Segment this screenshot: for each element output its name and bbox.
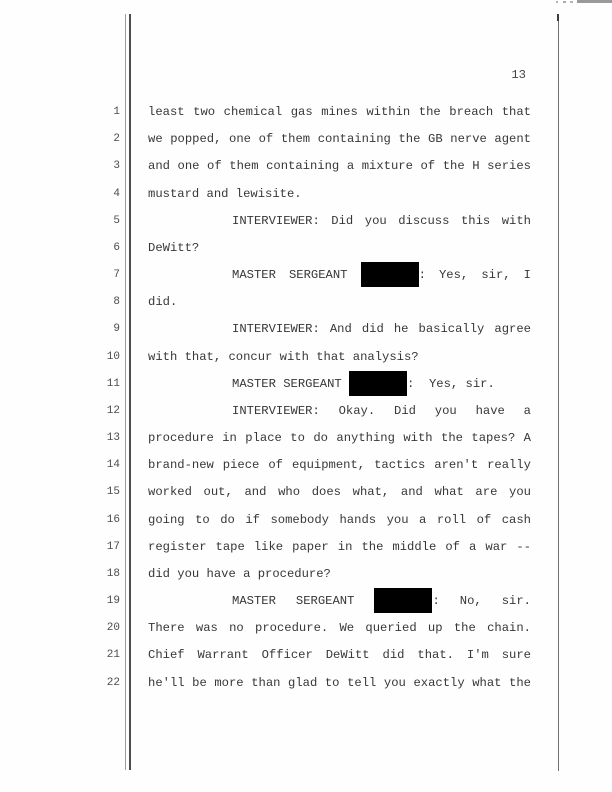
transcript-line xyxy=(0,479,612,506)
scan-artifact-bar xyxy=(577,0,612,3)
line-number: 17 xyxy=(106,540,120,553)
transcript-line xyxy=(0,534,612,561)
line-number: 13 xyxy=(106,432,120,445)
line-text: register tape like paper in the middle of a war -- xyxy=(148,539,531,554)
transcript-line xyxy=(0,507,612,534)
line-text: INTERVIEWER: Okay. Did you have a xyxy=(232,403,531,418)
line-number: 7 xyxy=(113,269,120,282)
line-text: Chief Warrant Officer DeWitt did that. I'm sure xyxy=(148,648,531,663)
transcript-line xyxy=(0,615,612,642)
transcript-line xyxy=(0,398,612,425)
line-text: with that, concur with that analysis? xyxy=(148,349,419,364)
line-text: did you have a procedure? xyxy=(148,566,331,581)
line-text: least two chemical gas mines within the breach that xyxy=(148,105,531,119)
transcript-line xyxy=(0,208,612,235)
line-number: 12 xyxy=(106,404,120,417)
redaction-box xyxy=(349,371,407,396)
line-text: procedure in place to do anything with the tapes? A xyxy=(148,431,531,446)
scan-artifact-dot xyxy=(570,1,573,3)
transcript-line xyxy=(0,561,612,588)
line-text: mustard and lewisite. xyxy=(148,186,302,201)
transcript-line xyxy=(0,262,612,289)
transcript-line xyxy=(0,153,612,180)
line-number: 15 xyxy=(106,486,120,499)
line-number: 10 xyxy=(106,350,120,363)
line-number: 11 xyxy=(106,377,120,390)
transcript-line xyxy=(0,452,612,479)
line-number: 18 xyxy=(106,567,120,580)
line-text: INTERVIEWER: And did he basically agree xyxy=(232,322,531,337)
redaction-box xyxy=(374,588,432,613)
transcript-line xyxy=(0,670,612,697)
line-text: MASTER SERGEANT : Yes, sir. xyxy=(148,371,531,398)
transcript-line xyxy=(0,289,612,316)
line-number: 8 xyxy=(113,296,120,309)
scan-artifact-dot xyxy=(563,1,566,3)
transcript-line xyxy=(0,642,612,669)
transcript-lines xyxy=(0,99,612,697)
line-text: did. xyxy=(148,295,178,310)
line-text: DeWitt? xyxy=(148,240,200,255)
line-number: 16 xyxy=(106,513,120,526)
line-number: 19 xyxy=(106,595,120,608)
transcript-line xyxy=(0,235,612,262)
line-text: brand-new piece of equipment, tactics aren't really xyxy=(148,458,531,473)
line-number: 2 xyxy=(113,133,120,146)
line-text: MASTER SERGEANT : No, sir. xyxy=(148,588,531,615)
line-text: going to do if somebody hands you a roll of cash xyxy=(148,512,531,527)
line-number: 22 xyxy=(106,676,120,689)
transcript-line xyxy=(0,371,612,398)
line-text: INTERVIEWER: Did you discuss this with xyxy=(232,213,531,228)
transcript-line xyxy=(0,588,612,615)
transcript-line xyxy=(0,344,612,371)
transcript-line xyxy=(0,316,612,343)
line-number: 6 xyxy=(113,241,120,254)
line-number: 21 xyxy=(106,649,120,662)
scan-artifact-tick xyxy=(557,14,560,21)
transcript-line xyxy=(0,126,612,153)
line-number: 20 xyxy=(106,622,120,635)
line-number: 9 xyxy=(113,323,120,336)
page-number: 13 xyxy=(511,68,526,82)
line-text: MASTER SERGEANT : Yes, sir, I xyxy=(148,262,531,289)
transcript-line xyxy=(0,425,612,452)
line-number: 1 xyxy=(113,106,120,118)
line-text: There was no procedure. We queried up the chain. xyxy=(148,621,531,636)
transcript-line xyxy=(0,181,612,208)
line-text: and one of them containing a mixture of the H series xyxy=(148,159,531,174)
line-number: 5 xyxy=(113,214,120,227)
line-number: 3 xyxy=(113,160,120,173)
line-number: 4 xyxy=(113,187,120,200)
line-text: worked out, and who does what, and what are you xyxy=(148,485,531,500)
redaction-box xyxy=(361,262,419,287)
scan-artifact-dot xyxy=(556,1,558,3)
line-number: 14 xyxy=(106,459,120,472)
line-text: we popped, one of them containing the GB nerve agent xyxy=(148,132,531,147)
transcript-line xyxy=(0,99,612,126)
line-text: he'll be more than glad to tell you exactly what the xyxy=(148,675,531,690)
